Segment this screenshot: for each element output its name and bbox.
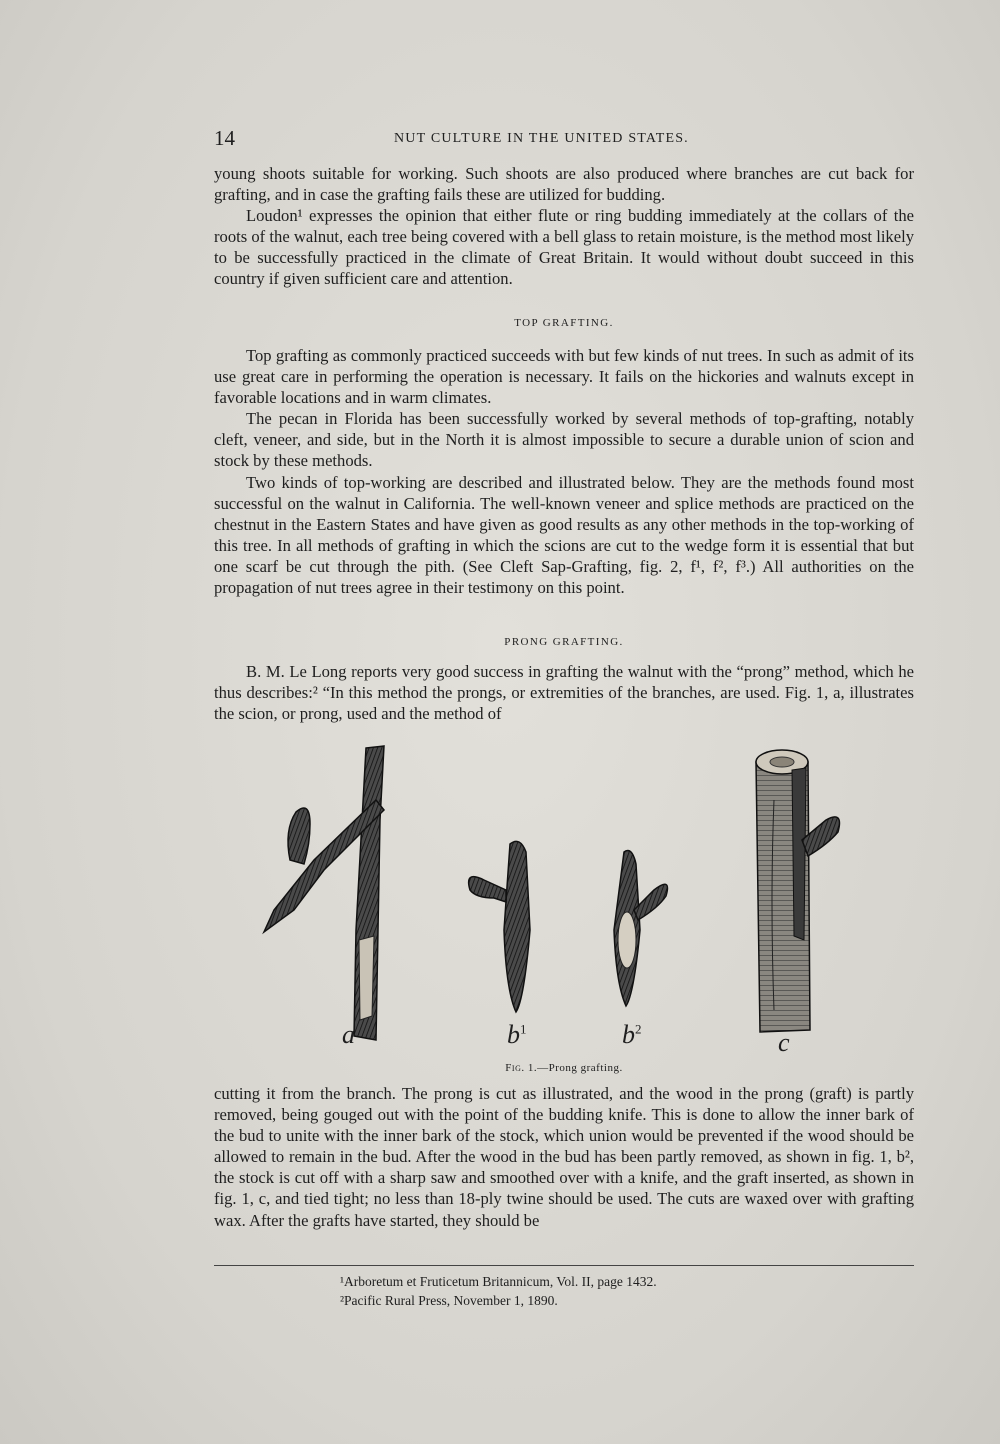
intro-text [214, 163, 914, 290]
footnotes [340, 1272, 900, 1310]
paragraph: young shoots suitable for working. Such shoots are also produced where branches are cut back for grafting, and in case the grafting fails these are utilized for budding. [214, 164, 914, 205]
figure-label-c: c [778, 1028, 790, 1057]
prong-grafting-continued-text [214, 1083, 914, 1231]
figure-prong-grafting [214, 740, 914, 1080]
paragraph: B. M. Le Long reports very good success in grafting the walnut with the “prong” method, which he thus describes:² “In this method the prongs, or extremities of the branches, are used. Fig. 1, a, illustrates the scion, or prong, used and the method of [214, 662, 914, 724]
footnote-rule [214, 1265, 914, 1266]
figure-b1-scion [469, 841, 530, 1012]
paragraph: The pecan in Florida has been successfully worked by several methods of top-grafting, notably cleft, veneer, and side, but in the North it is almost impossible to secure a durable union of scion and stock by these methods. [214, 409, 914, 471]
figure-b2-prepared-scion [614, 851, 668, 1007]
running-title: NUT CULTURE IN THE UNITED STATES. [394, 131, 689, 146]
page-header [214, 126, 914, 150]
prong-grafting-text [214, 661, 914, 724]
figure-label-a: a [342, 1020, 355, 1049]
figure-caption-prefix: Fig. 1. [505, 1062, 538, 1074]
paragraph: Loudon¹ expresses the opinion that either flute or ring budding immediately at the collars of the roots of the walnut, each tree being covered with a bell glass to retain moisture, is the method most likely to be successfully practiced in the climate of Great Britain. It would without doubt succeed in this country if given sufficient care and attention. [214, 206, 914, 289]
section-heading-prong-grafting: PRONG GRAFTING. [504, 636, 624, 648]
paragraph: Top grafting as commonly practiced succeeds with but few kinds of nut trees. In such as admit of its use great care in performing the operation is necessary. It fails on the hickories and walnuts except in favorable locations and in warm climates. [214, 346, 914, 408]
figure-label-b2-letter: b [622, 1020, 635, 1049]
figure-caption [214, 1062, 914, 1074]
prong-grafting-illustration [214, 740, 914, 1080]
page-number: 14 [214, 126, 235, 150]
paragraph: cutting it from the branch. The prong is cut as illustrated, and the wood in the prong (graft) is partly removed, being gouged out with the point of the budding knife. This is done to allow the inner bark of the bud to unite with the inner bark of the stock, which union would be prevented if the wood should be allowed to remain in the bud. After the wood in the bud has been partly removed, as shown in fig. 1, b², the stock is cut off with a sharp saw and smoothed over with a knife, and the graft inserted, as shown in fig. 1, c, and tied tight; no less than 18-ply twine should be used. The cuts are waxed over with grafting wax. After the grafts have started, they should be [214, 1084, 914, 1230]
figure-c-grafted-stock [756, 750, 840, 1032]
figure-label-b2-sup: 2 [635, 1021, 642, 1037]
figure-label-b1 [507, 1020, 527, 1050]
figure-label-b1-letter: b [507, 1020, 520, 1049]
figure-label-b2 [622, 1020, 642, 1050]
section-heading-top-grafting: TOP GRAFTING. [514, 317, 614, 329]
footnote-2: ²Pacific Rural Press, November 1, 1890. [340, 1293, 558, 1308]
figure-caption-text: —Prong grafting. [537, 1062, 623, 1074]
figure-label-b1-sup: 1 [520, 1021, 527, 1037]
paragraph: Two kinds of top-working are described and illustrated below. They are the methods found most successful on the walnut in California. The well-known veneer and splice methods are practiced on the chestnut in the Eastern States and have given as good results as any other methods in the top-working of this tree. In all methods of grafting in which the scions are cut to the wedge form it is essential that but one scarf be cut through the pith. (See Cleft Sap-Grafting, fig. 2, f¹, f², f³.) All authorities on the propagation of nut trees agree in their testimony on this point. [214, 472, 914, 598]
top-grafting-text [214, 345, 914, 598]
figure-a-branch [264, 746, 384, 1040]
footnote-1: ¹Arboretum et Fruticetum Britannicum, Vol. II, page 1432. [340, 1274, 657, 1289]
